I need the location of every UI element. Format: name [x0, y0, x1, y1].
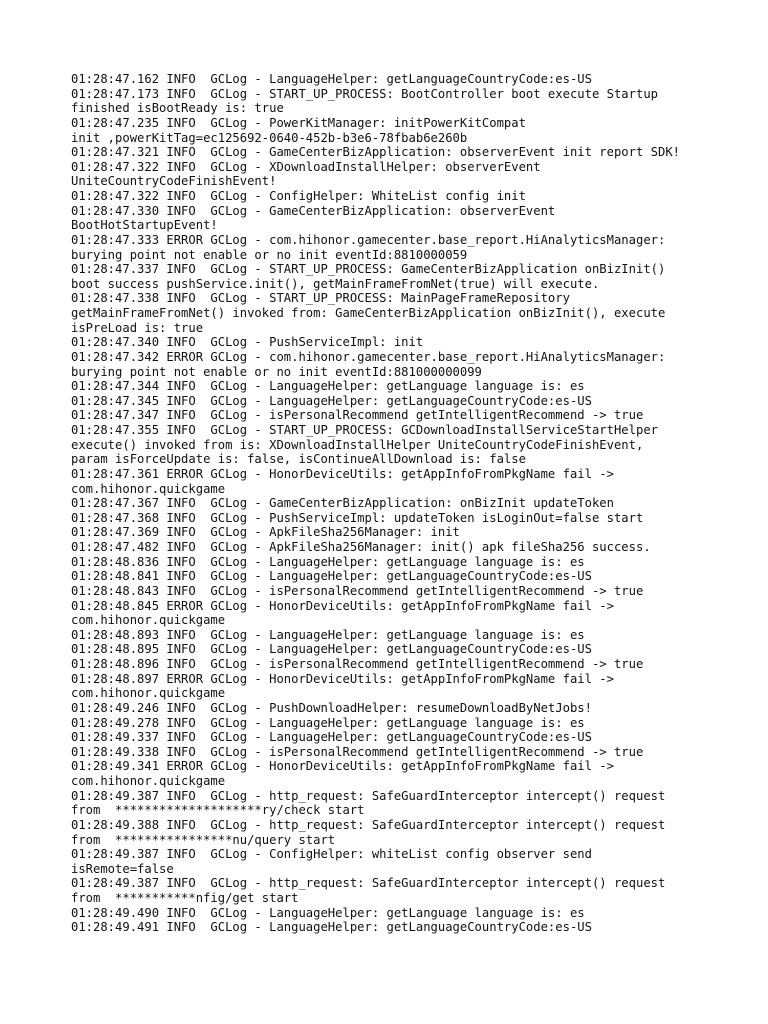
log-line: 01:28:48.896 INFO GCLog - isPersonalRecommend getIntelligentRecommend -> true — [71, 657, 644, 671]
log-line: 01:28:47.333 ERROR GCLog - com.hihonor.gamecenter.base_report.HiAnalyticsManager: — [71, 232, 666, 247]
log-line: 01:28:47.345 INFO GCLog - LanguageHelper: getLanguageCountryCode:es-US — [71, 393, 592, 408]
log-line: 01:28:49.341 ERROR GCLog - HonorDeviceUtils: getAppInfoFromPkgName fail -> — [71, 759, 614, 774]
log-line: 01:28:47.367 INFO GCLog - GameCenterBizApplication: onBizInit updateToken — [71, 496, 614, 511]
log-line: 01:28:48.895 INFO GCLog - LanguageHelper: getLanguageCountryCode:es-US — [71, 642, 592, 657]
log-line: isPreLoad is: true — [71, 320, 204, 335]
log-line: 01:28:49.338 INFO GCLog - isPersonalRecommend getIntelligentRecommend -> true — [71, 744, 644, 759]
log-document — [71, 72, 731, 935]
log-line: init ,powerKitTag=ec125692-0640-452b-b3e6-78fbab6e260b — [71, 130, 468, 145]
log-line: 01:28:47.322 INFO GCLog - ConfigHelper: WhiteList config init — [71, 189, 526, 203]
log-line: 01:28:47.322 INFO GCLog - XDownloadInstallHelper: observerEvent — [71, 159, 541, 174]
log-line: 01:28:49.491 INFO GCLog - LanguageHelper: getLanguageCountryCode:es-US — [71, 920, 592, 935]
log-line: param isForceUpdate is: false, isContinueAllDownload is: false — [71, 452, 526, 467]
log-line: from ***********nfig/get start — [71, 891, 299, 905]
log-line: com.hihonor.quickgame — [71, 481, 226, 496]
log-line: 01:28:47.330 INFO GCLog - GameCenterBizApplication: observerEvent — [71, 203, 556, 218]
log-line: 01:28:48.893 INFO GCLog - LanguageHelper: getLanguage language is: es — [71, 627, 585, 642]
log-line: 01:28:47.347 INFO GCLog - isPersonalRecommend getIntelligentRecommend -> true — [71, 408, 644, 423]
log-line: com.hihonor.quickgame — [71, 613, 226, 628]
log-line: 01:28:47.342 ERROR GCLog - com.hihonor.gamecenter.base_report.HiAnalyticsManager: — [71, 349, 666, 364]
log-line: 01:28:49.387 INFO GCLog - http_request: SafeGuardInterceptor intercept() request — [71, 788, 666, 803]
log-line: 01:28:47.173 INFO GCLog - START_UP_PROCESS: BootController boot execute Startup — [71, 86, 658, 101]
log-line: burying point not enable or no init eventId:8810000059 — [71, 247, 468, 262]
log-line: UniteCountryCodeFinishEvent! — [71, 174, 277, 189]
log-line: 01:28:47.482 INFO GCLog - ApkFileSha256Manager: init() apk fileSha256 success. — [71, 540, 651, 554]
log-line: 01:28:47.355 INFO GCLog - START_UP_PROCESS: GCDownloadInstallServiceStartHelper — [71, 423, 658, 437]
log-line: 01:28:49.387 INFO GCLog - http_request: SafeGuardInterceptor intercept() request — [71, 876, 666, 891]
log-line: execute() invoked from is: XDownloadInstallHelper UniteCountryCodeFinishEvent, — [71, 437, 644, 452]
log-line: com.hihonor.quickgame — [71, 686, 226, 701]
log-line: 01:28:47.162 INFO GCLog - LanguageHelper: getLanguageCountryCode:es-US — [71, 72, 592, 86]
log-line: isRemote=false — [71, 861, 174, 876]
log-line: from ********************ry/check start — [71, 803, 365, 818]
log-line: 01:28:48.836 INFO GCLog - LanguageHelper: getLanguage language is: es — [71, 554, 585, 569]
log-line: 01:28:49.246 INFO GCLog - PushDownloadHelper: resumeDownloadByNetJobs! — [71, 700, 592, 715]
log-line: com.hihonor.quickgame — [71, 774, 226, 788]
log-line: 01:28:49.388 INFO GCLog - http_request: SafeGuardInterceptor intercept() request — [71, 817, 666, 832]
log-line: BootHotStartupEvent! — [71, 218, 218, 233]
log-line: 01:28:49.387 INFO GCLog - ConfigHelper: whiteList config observer send — [71, 847, 592, 862]
log-lines — [71, 72, 731, 935]
log-line: 01:28:47.235 INFO GCLog - PowerKitManager: initPowerKitCompat — [71, 115, 526, 130]
log-line: 01:28:49.490 INFO GCLog - LanguageHelper: getLanguage language is: es — [71, 905, 585, 920]
log-line: boot success pushService.init(), getMainFrameFromNet(true) will execute. — [71, 276, 600, 291]
log-line: from ****************nu/query start — [71, 832, 336, 847]
log-line: 01:28:47.368 INFO GCLog - PushServiceImpl: updateToken isLoginOut=false start — [71, 510, 644, 525]
log-line: 01:28:49.278 INFO GCLog - LanguageHelper: getLanguage language is: es — [71, 715, 585, 730]
log-line: 01:28:48.841 INFO GCLog - LanguageHelper: getLanguageCountryCode:es-US — [71, 569, 592, 584]
log-line: 01:28:48.897 ERROR GCLog - HonorDeviceUtils: getAppInfoFromPkgName fail -> — [71, 671, 614, 686]
log-line: 01:28:47.344 INFO GCLog - LanguageHelper: getLanguage language is: es — [71, 379, 585, 394]
log-line: 01:28:47.361 ERROR GCLog - HonorDeviceUtils: getAppInfoFromPkgName fail -> — [71, 466, 614, 481]
log-line: 01:28:47.369 INFO GCLog - ApkFileSha256Manager: init — [71, 525, 460, 540]
log-line: 01:28:48.845 ERROR GCLog - HonorDeviceUtils: getAppInfoFromPkgName fail -> — [71, 598, 614, 613]
log-line: 01:28:47.337 INFO GCLog - START_UP_PROCESS: GameCenterBizApplication onBizInit() — [71, 262, 666, 277]
log-line: 01:28:47.321 INFO GCLog - GameCenterBizApplication: observerEvent init report SDK! — [71, 145, 681, 160]
log-line: 01:28:47.340 INFO GCLog - PushServiceImpl: init — [71, 335, 424, 350]
log-line: 01:28:47.338 INFO GCLog - START_UP_PROCESS: MainPageFrameRepository — [71, 291, 570, 306]
log-line: finished isBootReady is: true — [71, 101, 284, 116]
log-line: 01:28:48.843 INFO GCLog - isPersonalRecommend getIntelligentRecommend -> true — [71, 583, 644, 598]
log-line: 01:28:49.337 INFO GCLog - LanguageHelper: getLanguageCountryCode:es-US — [71, 730, 592, 745]
log-line: getMainFrameFromNet() invoked from: GameCenterBizApplication onBizInit(), execute — [71, 306, 666, 320]
log-line: burying point not enable or no init eventId:881000000099 — [71, 364, 482, 379]
